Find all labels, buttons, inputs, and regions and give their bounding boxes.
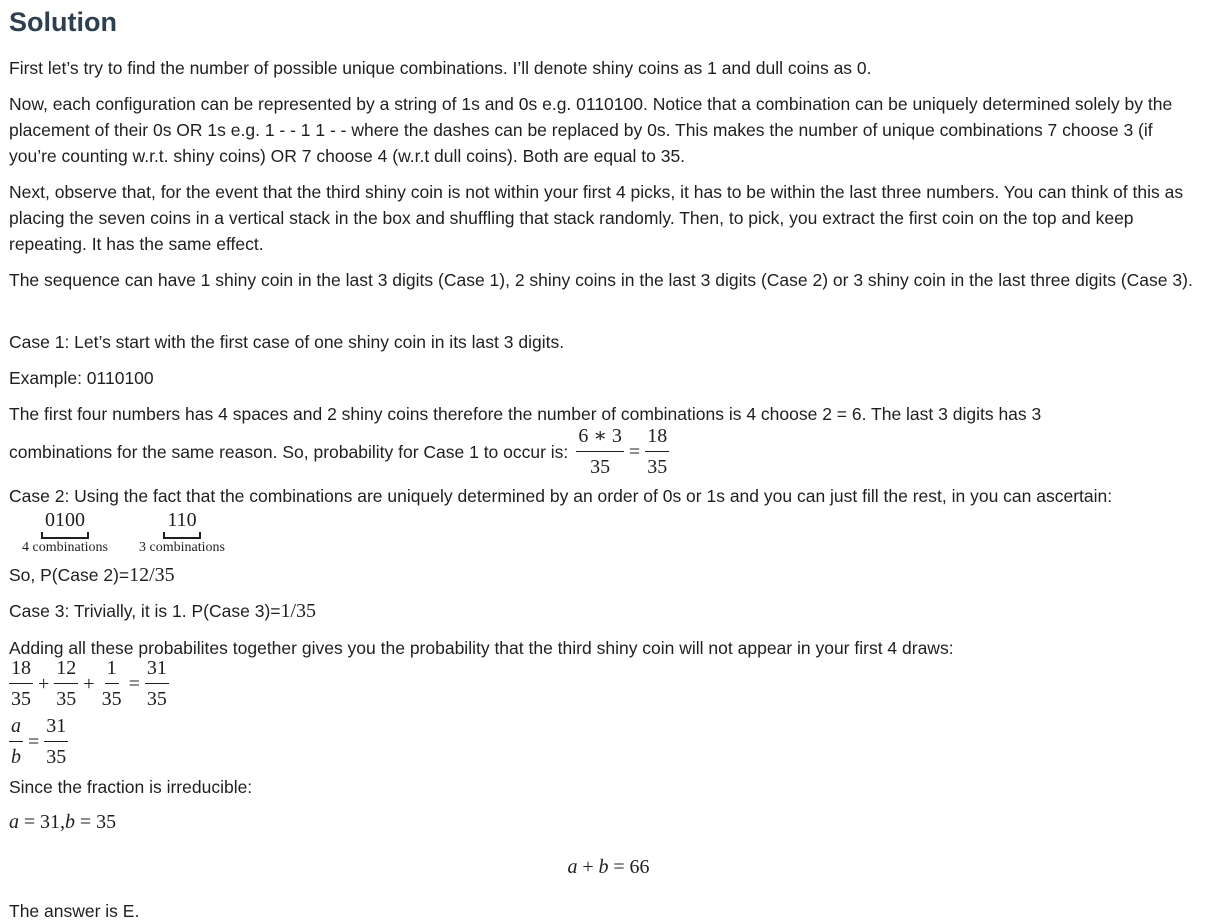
underbrace-shape [41, 532, 89, 539]
equals-sign: = [613, 856, 625, 878]
fraction-denominator: 35 [146, 688, 167, 710]
paragraph-observation: Next, observe that, for the event that the third shiny coin is not within your first 4 picks, it has to be within the last three numbers. You can think of this as placing the seven coins in a vertical stack in the box and shuffling that stack randomly. Then, to pick, you extract the first coin on the top and keep repeating. It has the same effect. [9, 182, 1184, 254]
plus-sign: + [38, 672, 50, 695]
sum-fraction-2 [54, 656, 78, 711]
fraction-numerator: 18 [645, 424, 669, 452]
page-title: Solution [9, 7, 117, 37]
plus-sign: + [582, 856, 594, 878]
var-b: b [65, 811, 76, 833]
plus-sign: + [83, 672, 95, 695]
case1-probability-text: combinations for the same reason. So, probability for Case 1 to occur is: [9, 441, 569, 462]
fraction-denominator: 35 [590, 456, 611, 478]
fraction-numerator: a [9, 714, 23, 742]
fraction-numerator: 6 ∗ 3 [576, 424, 624, 452]
fraction-numerator: 31 [44, 714, 68, 742]
fraction-denominator: 35 [647, 456, 668, 478]
paragraph-case3 [9, 598, 1201, 624]
underbrace-top: 0100 [45, 509, 85, 531]
sum-equation [9, 656, 1201, 711]
paragraph-case2: Case 2: Using the fact that the combinations are uniquely determined by an order of 0s or 1s and you can just fill the rest, in you can ascertain: [9, 486, 1113, 506]
underbrace-110 [126, 509, 238, 557]
case3-probability-text: Case 3: Trivially, it is 1. P(Case 3)= [9, 601, 281, 621]
case1-fraction-result [645, 424, 669, 479]
var-b: b [598, 856, 609, 878]
case1-fraction-product [576, 424, 624, 479]
paragraph-irreducible: Since the fraction is irreducible: [9, 777, 253, 797]
fraction-denominator: 35 [11, 688, 31, 710]
paragraph-case1-intro: Case 1: Let’s start with the first case of one shiny coin in its last 3 digits. [9, 332, 565, 352]
equals-sign: = [28, 730, 40, 753]
paragraph-example: Example: 0110100 [9, 368, 154, 388]
var-a: a [9, 811, 19, 833]
sum-fraction-3 [100, 656, 124, 711]
underbrace-label: 4 combinations [22, 540, 108, 555]
equals-sign: = [128, 672, 140, 695]
case1-probability-line [9, 424, 1201, 479]
equals-sign: = [23, 811, 36, 833]
fraction-denominator: 35 [56, 688, 77, 710]
underbrace-0100 [9, 509, 121, 557]
sum-value: 66 [629, 856, 650, 878]
ab-value-fraction [44, 714, 68, 769]
equals-sign: = [79, 811, 92, 833]
var-a: a [567, 856, 578, 878]
underbrace-top: 110 [167, 509, 197, 531]
display-sum-equation [0, 854, 1217, 880]
paragraph-case2-probability [9, 562, 1201, 588]
comma: , [60, 811, 66, 833]
paragraph-sum-intro: Adding all these probabilites together gives you the probability that the third shiny coin will not appear in your first 4 draws: [9, 638, 954, 658]
equals-sign: = [628, 440, 641, 463]
fraction-numerator: 18 [9, 656, 33, 684]
fraction-numerator: 12 [54, 656, 78, 684]
paragraph-configurations: Now, each configuration can be represented by a string of 1s and 0s e.g. 0110100. Notice that a combination can be uniquely determined solely by the placement of their 0s OR 1s e.g. 1 - - 1 1 - - where the dashes can be replaced by 0s. This makes the number of unique combinations 7 choose 3 (if you’re counting w.r.t. shiny coins) OR 7 choose 4 (w.r.t dull coins). Both are equal to 35. [9, 94, 1173, 166]
ab-fraction-equation [9, 714, 1201, 769]
ab-values-line [9, 809, 1201, 835]
fraction-denominator: b [11, 746, 21, 768]
b-value: 35 [96, 811, 117, 833]
a-value: 31 [40, 811, 61, 833]
case3-probability-value: 1/35 [280, 600, 317, 622]
underbrace-shape [163, 532, 201, 539]
fraction-denominator: 35 [101, 688, 122, 710]
paragraph-intro: First let’s try to find the number of possible unique combinations. I’ll denote shiny coins as 1 and dull coins as 0. [9, 58, 872, 78]
fraction-numerator: 31 [145, 656, 169, 684]
ab-fraction [9, 714, 23, 769]
fraction-denominator: 35 [46, 746, 67, 768]
paragraph-case1-reasoning: The first four numbers has 4 spaces and 2 shiny coins therefore the number of combinations is 4 choose 2 = 6. The last 3 digits has 3 [9, 404, 1042, 424]
answer-line: The answer is E. [9, 901, 140, 921]
paragraph-cases: The sequence can have 1 shiny coin in the last 3 digits (Case 1), 2 shiny coins in the last 3 digits (Case 2) or 3 shiny coin in the last three digits (Case 3). [9, 270, 1193, 290]
fraction-numerator: 1 [105, 656, 119, 684]
sum-fraction-1 [9, 656, 33, 711]
case2-probability-text: So, P(Case 2)= [9, 565, 130, 585]
underbrace-label: 3 combinations [139, 540, 225, 555]
sum-fraction-result [145, 656, 169, 711]
case2-probability-value: 12/35 [129, 564, 175, 586]
